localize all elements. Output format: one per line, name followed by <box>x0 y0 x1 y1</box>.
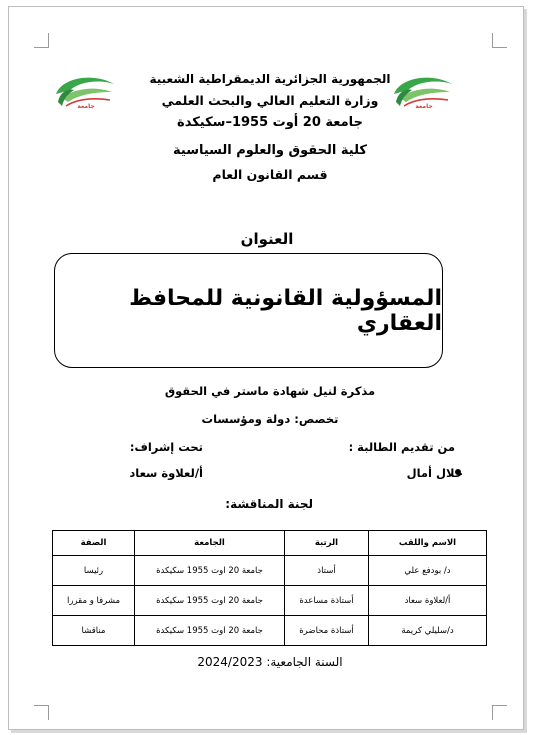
crop-mark-top-right <box>492 33 507 48</box>
committee-label: لجنة المناقشة: <box>225 497 313 511</box>
table-cell: مناقشا <box>53 616 135 646</box>
table-cell: جامعة 20 اوت 1955 سكيكدة <box>135 556 285 586</box>
table-cell: د/سليلي كريمة <box>369 616 487 646</box>
table-cell: مشرفا و مقررا <box>53 586 135 616</box>
table-cell: أ/لعلاوة سعاد <box>369 586 487 616</box>
republic-heading: الجمهورية الجزائرية الديمقراطية الشعبية <box>149 72 391 86</box>
student-label: من تقديم الطالبة : <box>348 440 455 454</box>
supervisor-label: تحت إشراف: <box>129 440 203 454</box>
supervisor-name: أ/لعلاوة سعاد <box>129 466 203 480</box>
table-cell: أستاذة مساعدة <box>285 586 369 616</box>
table-cell: جامعة 20 اوت 1955 سكيكدة <box>135 616 285 646</box>
table-cell: أستاذة محاضرة <box>285 616 369 646</box>
student-name: خلال أمال <box>406 466 463 480</box>
title-box <box>54 253 443 368</box>
svg-text:ﺟﺎﻣﻌﺔ: ﺟﺎﻣﻌﺔ <box>415 103 433 110</box>
thesis-title: المسؤولية القانونية للمحافظ العقاري <box>129 285 442 336</box>
faculty-heading: كلية الحقوق والعلوم السياسية <box>173 143 367 158</box>
department-heading: قسم القانون العام <box>212 167 328 182</box>
table-row <box>53 616 487 646</box>
table-cell: د/ بودفع علي <box>369 556 487 586</box>
jury-table <box>52 530 487 646</box>
column-header: الجامعة <box>135 531 285 556</box>
table-row <box>53 556 487 586</box>
crop-mark-top-left <box>34 33 49 48</box>
table-row <box>53 586 487 616</box>
table-cell: جامعة 20 اوت 1955 سكيكدة <box>135 586 285 616</box>
column-header: الرتبة <box>285 531 369 556</box>
table-header-row <box>53 531 487 556</box>
table-cell: رئيسا <box>53 556 135 586</box>
title-label: العنوان <box>240 230 294 248</box>
svg-text:ﺟﺎﻣﻌﺔ: ﺟﺎﻣﻌﺔ <box>77 103 95 110</box>
crop-mark-bottom-right <box>492 705 507 720</box>
column-header: الصفة <box>53 531 135 556</box>
university-heading: جامعة 20 أوت 1955–سكيكدة <box>177 115 363 130</box>
column-header: الاسم واللقب <box>369 531 487 556</box>
ministry-heading: وزارة التعليم العالي والبحث العلمي <box>161 93 379 108</box>
table-cell: أستاذ <box>285 556 369 586</box>
crop-mark-bottom-left <box>34 705 49 720</box>
thesis-note: مذكرة لنيل شهادة ماستر في الحقوق <box>164 384 376 398</box>
academic-year: السنة الجامعية: 2024/2023 <box>197 655 343 669</box>
specialization: تخصص: دولة ومؤسسات <box>201 412 339 426</box>
